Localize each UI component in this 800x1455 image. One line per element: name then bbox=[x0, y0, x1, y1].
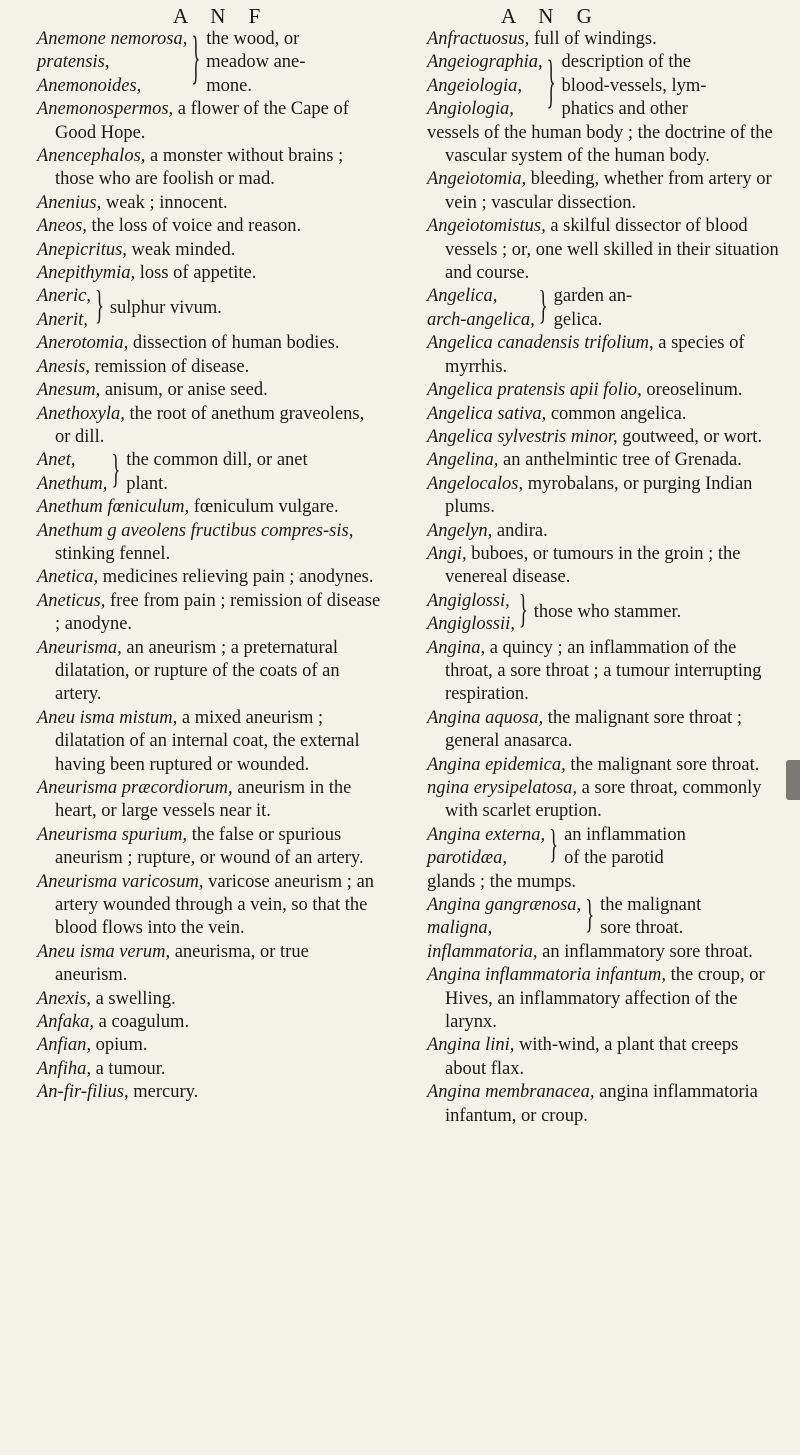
definition: a swelling. bbox=[95, 988, 176, 1009]
dictionary-entry bbox=[37, 1081, 382, 1104]
dictionary-entry bbox=[37, 941, 382, 988]
definition: remission of disease. bbox=[94, 356, 250, 377]
definition: goutweed, or wort. bbox=[622, 426, 763, 447]
headword: Anethoxyla, bbox=[37, 403, 125, 424]
dictionary-entry bbox=[427, 543, 779, 590]
headword: Anemone nemorosa, bbox=[37, 29, 188, 49]
headword: Aneticus, bbox=[37, 590, 106, 611]
brace-entry-row bbox=[427, 285, 779, 332]
headword: Aneu isma mistum, bbox=[37, 707, 178, 728]
definition-group bbox=[534, 601, 681, 624]
headword: Angina membranacea, bbox=[427, 1082, 595, 1103]
definition: the common dill, or anet bbox=[126, 450, 308, 471]
definition: a skilful dissector of blood vessels ; or, one well skilled in their situation and course. bbox=[445, 216, 779, 284]
headword: Angeiographia, bbox=[427, 52, 543, 73]
definition: oreoselinum. bbox=[646, 380, 743, 401]
headword: Anethum g aveolens fructibus compres-sis, bbox=[37, 520, 354, 541]
headword: Anfaka, bbox=[37, 1012, 95, 1033]
brace-mark: } bbox=[585, 893, 595, 938]
dictionary-entry bbox=[427, 637, 779, 707]
headword: Anfiha, bbox=[37, 1058, 91, 1079]
headword: maligna, bbox=[427, 918, 493, 939]
dictionary-entry bbox=[427, 473, 779, 520]
headword: Angelica canadensis trifolium, bbox=[427, 333, 654, 354]
dictionary-entry bbox=[37, 379, 382, 402]
definition: myrobalans, or purging Indian plums. bbox=[445, 473, 753, 518]
definition-group bbox=[600, 894, 701, 941]
running-head-right: A N G bbox=[501, 4, 601, 28]
definition: a species of myrrhis. bbox=[445, 333, 745, 377]
headword-group bbox=[427, 824, 545, 871]
dictionary-entry bbox=[427, 824, 779, 894]
headword: Angina inflammatoria infantum, bbox=[427, 965, 666, 986]
headword: Angina aquosa, bbox=[427, 707, 544, 728]
headword: An-fir-filius, bbox=[37, 1082, 129, 1103]
dictionary-entry bbox=[427, 590, 779, 637]
dictionary-entry bbox=[37, 707, 382, 777]
definition: a flower of the Cape of Good Hope. bbox=[55, 99, 349, 143]
headword: Anerit, bbox=[37, 309, 88, 330]
dictionary-entry bbox=[37, 356, 382, 379]
headword: Anesis, bbox=[37, 356, 90, 377]
dictionary-entry bbox=[37, 988, 382, 1011]
definition: of the parotid bbox=[564, 848, 664, 869]
headword: Angeiologia, bbox=[427, 75, 523, 96]
running-head-left: A N F bbox=[173, 4, 270, 28]
definition: an anthelmintic tree of Grenada. bbox=[503, 450, 742, 471]
brace-entry-row bbox=[37, 28, 382, 98]
definition: meadow ane- bbox=[206, 52, 306, 73]
definition: a mixed aneurism ; dilatation of an internal coat, the external having been ruptured or wounded. bbox=[55, 707, 360, 775]
dictionary-entry bbox=[427, 28, 779, 51]
headword: parotidæa, bbox=[427, 848, 508, 869]
headword: Aneos, bbox=[37, 216, 87, 237]
brace-entry-row bbox=[427, 894, 779, 941]
dictionary-entry bbox=[37, 403, 382, 450]
headword: Angeiotomistus, bbox=[427, 216, 546, 237]
headword: Angeiotomia, bbox=[427, 169, 527, 190]
headword: Anesum, bbox=[37, 380, 101, 401]
definition: fœniculum vulgare. bbox=[193, 497, 339, 518]
definition-group bbox=[126, 449, 307, 496]
definition: the malignant sore throat. bbox=[570, 754, 760, 775]
dictionary-entry bbox=[37, 1058, 382, 1081]
dictionary-entry bbox=[37, 98, 382, 145]
definition: the loss of voice and reason. bbox=[91, 216, 302, 237]
definition: description of the bbox=[561, 52, 691, 73]
definition: mone. bbox=[206, 75, 252, 96]
headword-group bbox=[427, 894, 581, 941]
headword: Anepicritus, bbox=[37, 239, 127, 260]
headword: inflammatoria, bbox=[427, 941, 538, 962]
dictionary-entry bbox=[37, 262, 382, 285]
definition-group bbox=[562, 51, 707, 121]
brace-entry-row bbox=[427, 51, 779, 121]
definition-continued: vessels of the human body ; the doctrine of the vascular system of the human body. bbox=[427, 122, 773, 167]
headword: Aneurisma spurium, bbox=[37, 824, 188, 845]
headword: Aneurisma præcordiorum, bbox=[37, 778, 233, 798]
headword-group bbox=[37, 28, 187, 98]
definition: the wood, or bbox=[206, 29, 300, 49]
brace-entry-row bbox=[37, 285, 382, 332]
definition-group bbox=[110, 297, 222, 320]
definition: stinking fennel. bbox=[55, 543, 171, 564]
definition: the root of anethum graveolens, or dill. bbox=[55, 403, 365, 447]
definition: phatics and other bbox=[561, 99, 688, 120]
headword: Anenius, bbox=[37, 192, 102, 213]
dictionary-entry bbox=[37, 215, 382, 238]
definition: mercury. bbox=[133, 1082, 199, 1103]
headword: Anethum, bbox=[37, 473, 108, 494]
dictionary-entry bbox=[37, 824, 382, 871]
headword: Anfractuosus, bbox=[427, 29, 530, 49]
definition: the croup, or Hives, an inflammatory affection of the larynx. bbox=[445, 965, 765, 1033]
headword: Angina epidemica, bbox=[427, 754, 566, 775]
brace-mark: } bbox=[546, 52, 556, 117]
headword: Anepithymia, bbox=[37, 263, 136, 284]
brace-mark: } bbox=[191, 28, 201, 93]
definition: an aneurism ; a preternatural dilatation, or rupture of the coats of an artery. bbox=[55, 637, 340, 705]
brace-mark: } bbox=[538, 285, 548, 330]
definition: angina inflammatoria infantum, or croup. bbox=[445, 1082, 758, 1126]
definition: common angelica. bbox=[550, 403, 687, 424]
dictionary-entry bbox=[37, 285, 382, 332]
dictionary-entry bbox=[37, 637, 382, 707]
headword-group bbox=[427, 590, 515, 637]
brace-entry-row bbox=[427, 824, 779, 871]
headword: Aneu isma verum, bbox=[37, 941, 171, 962]
headword: Aneric, bbox=[37, 286, 91, 307]
dictionary-entry bbox=[37, 871, 382, 941]
definition: medicines relieving pain ; anodynes. bbox=[102, 567, 374, 588]
dictionary-entry bbox=[37, 449, 382, 496]
headword: arch-angelica, bbox=[427, 309, 535, 330]
definition: anisum, or anise seed. bbox=[104, 380, 268, 401]
definition: a sore throat, commonly with scarlet eruption. bbox=[445, 778, 762, 822]
headword: Anencephalos, bbox=[37, 146, 146, 167]
dictionary-entry bbox=[427, 964, 779, 1034]
dictionary-entry bbox=[427, 777, 779, 824]
headword: Anemonoides, bbox=[37, 75, 142, 96]
dictionary-entry bbox=[37, 520, 382, 567]
definition: sulphur vivum. bbox=[109, 298, 222, 319]
brace-entry-row bbox=[37, 449, 382, 496]
definition: loss of appetite. bbox=[139, 263, 257, 284]
dictionary-entry bbox=[427, 51, 779, 168]
definition: garden an- bbox=[553, 286, 633, 307]
dictionary-entry bbox=[427, 449, 779, 472]
definition: aneurisma, or true aneurism. bbox=[55, 941, 309, 986]
dictionary-entry bbox=[37, 239, 382, 262]
headword: Angelica pratensis apii folio, bbox=[427, 380, 642, 401]
definition: the malignant bbox=[600, 895, 702, 916]
headword: Angina externa, bbox=[427, 824, 546, 845]
headword: Angelina, bbox=[427, 450, 499, 471]
definition: weak minded. bbox=[131, 239, 236, 260]
headword: Angelocalos, bbox=[427, 473, 524, 494]
definition: plant. bbox=[126, 473, 168, 494]
headword: Aneurisma varicosum, bbox=[37, 871, 204, 892]
headword: Anfian, bbox=[37, 1035, 91, 1056]
dictionary-entry bbox=[427, 1081, 779, 1128]
brace-mark: } bbox=[549, 823, 559, 868]
dictionary-entry bbox=[37, 566, 382, 589]
headword: Anexis, bbox=[37, 988, 91, 1009]
dictionary-entry bbox=[427, 1034, 779, 1081]
headword-group bbox=[427, 51, 543, 121]
definition: those who stammer. bbox=[533, 602, 682, 623]
headword: Angina lini, bbox=[427, 1035, 515, 1056]
headword-group bbox=[37, 285, 91, 332]
definition: full of windings. bbox=[533, 29, 657, 49]
definition: buboes, or tumours in the groin ; the venereal disease. bbox=[445, 543, 741, 588]
dictionary-entry bbox=[37, 590, 382, 637]
headword: Anetica, bbox=[37, 567, 99, 588]
dictionary-entry bbox=[37, 28, 382, 98]
headword: Angiglossii, bbox=[427, 614, 515, 635]
dictionary-entry bbox=[427, 168, 779, 215]
dictionary-entry bbox=[37, 145, 382, 192]
definition: andira. bbox=[496, 520, 548, 541]
definition: with-wind, a plant that creeps about flax. bbox=[445, 1035, 739, 1079]
dictionary-entry bbox=[427, 894, 779, 941]
definition: opium. bbox=[95, 1035, 148, 1056]
brace-mark: } bbox=[94, 285, 104, 330]
definition: bleeding, whether from artery or vein ; vascular dissection. bbox=[445, 169, 772, 213]
definition: a monster without brains ; those who are foolish or mad. bbox=[55, 146, 344, 190]
headword: Angelica sylvestris minor, bbox=[427, 426, 618, 447]
headword: Angelica sativa, bbox=[427, 403, 547, 424]
dictionary-entry bbox=[37, 192, 382, 215]
definition-group bbox=[206, 28, 305, 98]
brace-mark: } bbox=[518, 589, 528, 634]
definition: a quincy ; an inflammation of the throat, a sore throat ; a tumour interrupting respiration. bbox=[445, 637, 762, 705]
dictionary-entry bbox=[427, 754, 779, 777]
dictionary-entry bbox=[37, 1034, 382, 1057]
brace-mark: } bbox=[111, 449, 121, 494]
definition: varicose aneurism ; an artery wounded through a vein, so that the blood flows into the vein. bbox=[55, 871, 375, 939]
definition: an inflammation bbox=[564, 824, 686, 845]
headword: Angiglossi, bbox=[427, 590, 510, 611]
definition: the malignant sore throat ; general anasarca. bbox=[445, 707, 742, 752]
headword: pratensis, bbox=[37, 52, 110, 73]
page-edge-mark bbox=[786, 760, 800, 800]
definition: blood-vessels, lym- bbox=[561, 75, 707, 96]
headword: Angina, bbox=[427, 637, 486, 658]
dictionary-entry bbox=[37, 496, 382, 519]
headword-group bbox=[427, 285, 535, 332]
dictionary-entry bbox=[427, 379, 779, 402]
dictionary-entry bbox=[427, 285, 779, 332]
headword: ngina erysipelatosa, bbox=[427, 778, 578, 798]
definition: the false or spurious aneurism ; rupture, or wound of an artery. bbox=[55, 824, 364, 869]
headword: Angina gangrænosa, bbox=[427, 895, 582, 916]
definition: dissection of human bodies. bbox=[132, 333, 340, 354]
headword: Anet, bbox=[37, 450, 76, 471]
dictionary-entry bbox=[427, 941, 779, 964]
headword: Angelica, bbox=[427, 286, 498, 307]
definition-group bbox=[554, 285, 633, 332]
brace-entry-row bbox=[427, 590, 779, 637]
definition: aneurism in the heart, or large vessels near it. bbox=[55, 778, 352, 822]
dictionary-entry bbox=[37, 777, 382, 824]
definition: free from pain ; remission of disease ; anodyne. bbox=[55, 590, 381, 635]
dictionary-entry bbox=[427, 215, 779, 285]
dictionary-entry bbox=[427, 707, 779, 754]
headword-group bbox=[37, 449, 107, 496]
right-column bbox=[427, 28, 779, 1128]
dictionary-entry bbox=[427, 332, 779, 379]
headword: Anemonospermos, bbox=[37, 99, 174, 120]
left-column bbox=[37, 28, 382, 1105]
dictionary-entry bbox=[37, 1011, 382, 1034]
headword: Angelyn, bbox=[427, 520, 493, 541]
definition: sore throat. bbox=[600, 918, 684, 939]
dictionary-entry bbox=[37, 332, 382, 355]
dictionary-entry bbox=[427, 426, 779, 449]
definition-group bbox=[564, 824, 686, 871]
definition: gelica. bbox=[553, 309, 603, 330]
headword: Aneurisma, bbox=[37, 637, 122, 658]
definition: a tumour. bbox=[95, 1058, 166, 1079]
headword: Anerotomia, bbox=[37, 333, 129, 354]
headword: Anethum fœniculum, bbox=[37, 497, 190, 518]
dictionary-entry bbox=[427, 403, 779, 426]
definition: weak ; innocent. bbox=[105, 192, 228, 213]
definition: a coagulum. bbox=[98, 1012, 190, 1033]
definition-continued: glands ; the mumps. bbox=[427, 871, 577, 892]
headword: Angiologia, bbox=[427, 99, 514, 120]
dictionary-entry bbox=[427, 520, 779, 543]
definition: an inflammatory sore throat. bbox=[542, 941, 753, 962]
headword: Angi, bbox=[427, 543, 467, 564]
